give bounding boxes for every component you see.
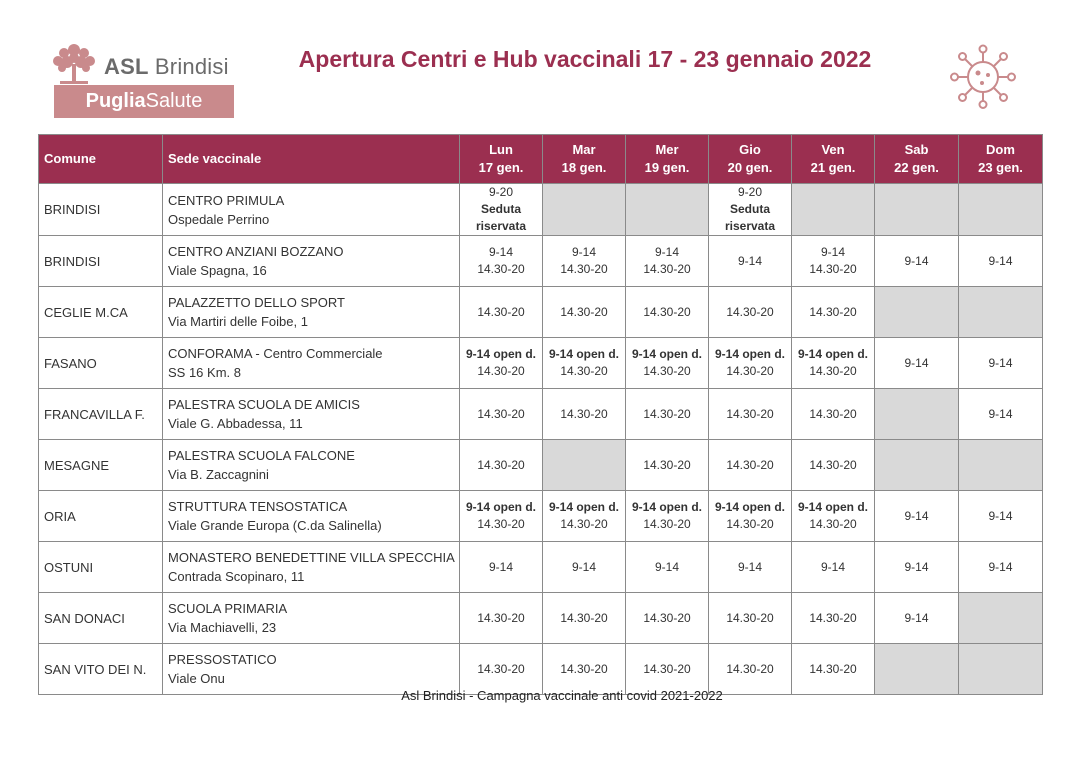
hours-line: 14.30-20 [809,364,857,378]
cell-hours [460,644,543,695]
cell-comune: OSTUNI [39,542,163,593]
sede-address: Via Machiavelli, 23 [168,620,277,635]
hours-line: 14.30-20 [643,457,691,472]
cell-hours [959,236,1043,287]
hours-line: 14.30-20 [477,661,525,676]
hours-line: riservata [475,219,527,233]
cell-closed [959,440,1043,491]
cell-closed [959,593,1043,644]
cell-sede [163,338,460,389]
cell-closed [543,184,626,236]
vaccination-schedule-table [38,134,1043,695]
sede-name: MONASTERO BENEDETTINE VILLA SPECCHIA [168,550,455,565]
header-day: Ven 21 gen. [792,135,875,184]
header-day: Lun 17 gen. [460,135,543,184]
hours-line: 9-14 open d. [797,500,868,514]
hours-line: 9-14 [488,559,514,574]
hours-line: 9-14 [988,508,1013,523]
sede-name: CENTRO ANZIANI BOZZANO [168,244,344,259]
cell-hours [460,593,543,644]
sede-address: Viale Onu [168,671,225,686]
hours-line: 9-14 open d. [714,347,785,361]
hours-line: 14.30-20 [477,262,525,276]
hours-line: 14.30-20 [726,457,774,472]
hours-line: 9-14 [904,559,929,574]
sede-name: PALESTRA SCUOLA DE AMICIS [168,397,360,412]
table-row [39,542,1043,593]
cell-hours [460,338,543,389]
cell-hours [875,236,959,287]
cell-hours [709,593,792,644]
cell-hours [543,593,626,644]
cell-sede [163,644,460,695]
cell-hours [626,440,709,491]
cell-sede [163,542,460,593]
cell-hours [959,389,1043,440]
cell-hours [460,287,543,338]
cell-comune: ORIA [39,491,163,542]
hours-line: 14.30-20 [560,262,608,276]
header-day: Mer 19 gen. [626,135,709,184]
sede-address: Viale Spagna, 16 [168,263,267,278]
sede-name: PALAZZETTO DELLO SPORT [168,295,345,310]
footer-note: Asl Brindisi - Campagna vaccinale anti covid 2021-2022 [401,688,723,703]
sede-name: PRESSOSTATICO [168,652,277,667]
hours-line: 9-14 [988,253,1013,268]
cell-hours [709,389,792,440]
hours-line: 14.30-20 [477,364,525,378]
cell-sede [163,440,460,491]
cell-closed [875,184,959,236]
table-row [39,287,1043,338]
hours-line: 9-14 [571,245,597,259]
cell-closed [959,184,1043,236]
cell-hours [792,287,875,338]
table-row [39,389,1043,440]
hours-line: 9-14 [654,245,680,259]
hours-line: 9-14 [988,355,1013,370]
cell-comune: SAN VITO DEI N. [39,644,163,695]
sede-name: CENTRO PRIMULA [168,192,285,208]
hours-line: 14.30-20 [560,517,608,531]
sede-address: Ospedale Perrino [168,211,270,227]
hours-line: 14.30-20 [560,661,608,676]
cell-hours [460,491,543,542]
table-row [39,440,1043,491]
cell-closed [875,440,959,491]
cell-hours [543,236,626,287]
cell-closed [792,184,875,236]
cell-hours [460,236,543,287]
hours-line: 14.30-20 [560,406,608,421]
page-title: Apertura Centri e Hub vaccinali 17 - 23 gennaio 2022 [298,46,872,72]
cell-hours [626,491,709,542]
cell-hours [626,593,709,644]
cell-closed [875,644,959,695]
cell-hours [792,593,875,644]
cell-comune: SAN DONACI [39,593,163,644]
hours-line: 9-14 [904,508,929,523]
hours-line: 14.30-20 [643,364,691,378]
cell-comune: FRANCAVILLA F. [39,389,163,440]
cell-closed [959,287,1043,338]
cell-hours [543,287,626,338]
logo-wordmark: ASL Brindisi [104,54,229,79]
cell-closed [543,440,626,491]
cell-sede [163,184,460,236]
hours-line: 9-14 open d. [548,500,619,514]
table-row [39,236,1043,287]
cell-closed [875,287,959,338]
cell-hours [709,338,792,389]
hours-line: 14.30-20 [560,364,608,378]
cell-hours [460,389,543,440]
cell-hours [543,389,626,440]
cell-sede [163,236,460,287]
cell-hours [959,542,1043,593]
hours-line: Seduta [729,202,770,216]
hours-line: 9-14 [737,253,763,268]
hours-line: 14.30-20 [809,661,857,676]
header-day: Sab 22 gen. [875,135,959,184]
cell-hours [626,338,709,389]
cell-hours [543,491,626,542]
virus-icon [948,44,1018,110]
sede-name: PALESTRA SCUOLA FALCONE [168,448,355,463]
cell-hours [709,236,792,287]
hours-line: 9-14 open d. [465,347,536,361]
hours-line: 14.30-20 [726,610,774,625]
cell-hours [543,542,626,593]
hours-line: 14.30-20 [726,517,774,531]
cell-hours [792,389,875,440]
sede-address: Via Martiri delle Foibe, 1 [168,314,308,329]
logo-band: PugliaSalute [54,85,234,118]
cell-hours [792,491,875,542]
hours-line: 14.30-20 [477,457,525,472]
hours-line: 14.30-20 [809,457,857,472]
cell-comune: FASANO [39,338,163,389]
cell-comune: CEGLIE M.CA [39,287,163,338]
header-day: Mar 18 gen. [543,135,626,184]
hours-line: 14.30-20 [643,406,691,421]
tree-icon [50,40,98,86]
cell-hours [709,644,792,695]
hours-line: 14.30-20 [809,517,857,531]
cell-closed [959,644,1043,695]
hours-line: 14.30-20 [809,262,857,276]
cell-sede [163,593,460,644]
hours-line: 14.30-20 [643,661,691,676]
sede-address: SS 16 Km. 8 [168,365,241,380]
cell-hours [709,491,792,542]
cell-hours [875,593,959,644]
sede-name: CONFORAMA - Centro Commerciale [168,346,383,361]
hours-line: 9-14 [737,559,763,574]
hours-line: 9-14 [820,245,846,259]
cell-hours [959,338,1043,389]
hours-line: 14.30-20 [726,304,774,319]
cell-hours [875,338,959,389]
cell-hours [626,389,709,440]
hours-line: 14.30-20 [477,304,525,319]
hours-line: 9-14 [820,559,846,574]
hours-line: 14.30-20 [643,610,691,625]
cell-hours [543,644,626,695]
cell-comune: BRINDISI [39,236,163,287]
hours-line: 14.30-20 [477,406,525,421]
sede-address: Via B. Zaccagnini [168,467,269,482]
hours-line: 9-14 open d. [465,500,536,514]
table-row [39,184,1043,236]
cell-hours [792,338,875,389]
hours-line: 9-14 [988,559,1013,574]
sede-address: Contrada Scopinaro, 11 [168,569,305,584]
cell-comune: MESAGNE [39,440,163,491]
cell-hours [460,184,543,236]
hours-line: 9-14 [904,355,929,370]
hours-line: 14.30-20 [726,364,774,378]
cell-sede [163,389,460,440]
cell-comune: BRINDISI [39,184,163,236]
hours-line: 14.30-20 [726,661,774,676]
hours-line: 9-20 [488,185,514,199]
asl-brindisi-logo [50,40,240,120]
table-row [39,644,1043,695]
cell-hours [709,440,792,491]
hours-line: 9-14 open d. [797,347,868,361]
hours-line: 14.30-20 [643,262,691,276]
hours-line: 14.30-20 [809,304,857,319]
hours-line: 9-14 [904,610,929,625]
cell-hours [626,287,709,338]
hours-line: 9-14 [654,559,680,574]
sede-address: Viale G. Abbadessa, 11 [168,416,303,431]
cell-hours [792,440,875,491]
hours-line: 9-14 open d. [714,500,785,514]
cell-hours [709,287,792,338]
table-row [39,338,1043,389]
cell-sede [163,491,460,542]
cell-hours [875,491,959,542]
table-row [39,593,1043,644]
header-day: Dom 23 gen. [959,135,1043,184]
cell-hours [626,236,709,287]
hours-line: 9-20 [737,185,763,199]
cell-hours [626,542,709,593]
hours-line: 14.30-20 [477,517,525,531]
hours-line: 14.30-20 [643,304,691,319]
hours-line: 14.30-20 [560,304,608,319]
header-comune: Comune [39,135,163,184]
cell-hours [792,644,875,695]
header-day: Gio 20 gen. [709,135,792,184]
header-sede: Sede vaccinale [163,135,460,184]
hours-line: 14.30-20 [726,406,774,421]
hours-line: 9-14 [904,253,929,268]
hours-line: 14.30-20 [560,610,608,625]
hours-line: 9-14 [988,406,1013,421]
hours-line: 14.30-20 [809,610,857,625]
cell-hours [626,644,709,695]
cell-hours [792,236,875,287]
table-header-row [39,135,1043,184]
cell-hours [959,491,1043,542]
sede-name: SCUOLA PRIMARIA [168,601,288,616]
cell-hours [543,338,626,389]
cell-hours [709,542,792,593]
hours-line: riservata [724,219,776,233]
hours-line: 9-14 open d. [548,347,619,361]
table-row [39,491,1043,542]
hours-line: 9-14 open d. [631,347,702,361]
hours-line: 9-14 [571,559,597,574]
cell-sede [163,287,460,338]
hours-line: Seduta [480,202,521,216]
cell-hours [460,440,543,491]
hours-line: 14.30-20 [477,610,525,625]
hours-line: 14.30-20 [809,406,857,421]
cell-hours [875,542,959,593]
cell-closed [626,184,709,236]
hours-line: 9-14 open d. [631,500,702,514]
hours-line: 9-14 [488,245,514,259]
hours-line: 14.30-20 [643,517,691,531]
cell-hours [709,184,792,236]
cell-hours [792,542,875,593]
sede-address: Viale Grande Europa (C.da Salinella) [168,518,382,533]
cell-closed [875,389,959,440]
sede-name: STRUTTURA TENSOSTATICA [168,499,348,514]
cell-hours [460,542,543,593]
